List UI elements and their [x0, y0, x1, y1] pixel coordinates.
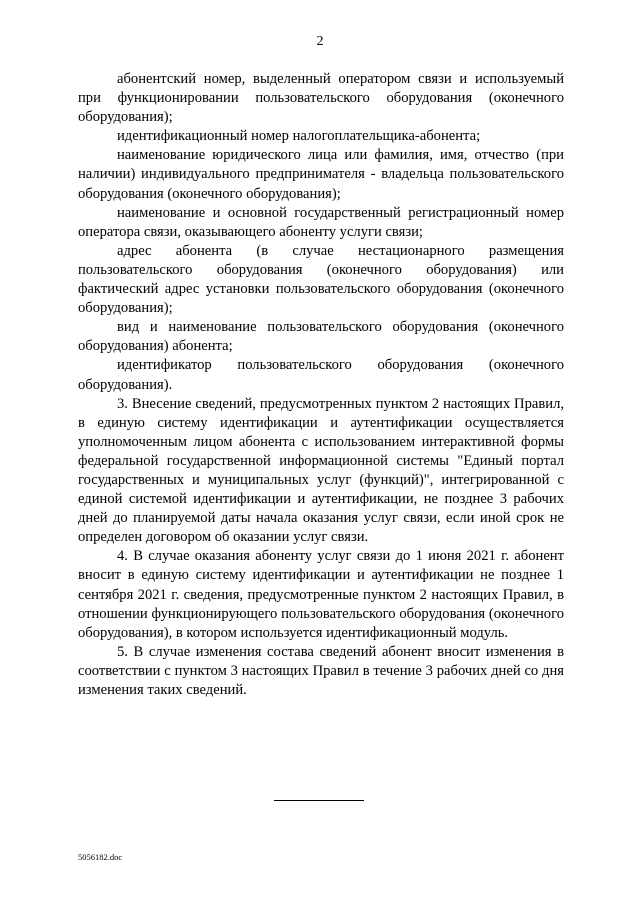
document-file-code: 5056182.doc [78, 852, 123, 862]
paragraph-item-4: 4. В случае оказания абоненту услуг связи до 1 июня 2021 г. абонент вносит в единую систему идентификации и аутентификации не позднее 1 сентября 2021 г. сведения, предусмотренные пунктом 2 настоящих Правил, в отношении функционирующего пользовательского оборудования (оконечного оборудования), в котором используется идентификационный модуль. [78, 548, 564, 641]
paragraph-legal-name: наименование юридического лица или фамилия, имя, отчество (при наличии) индивидуального предпринимателя - владельца пользовательского оборудования (оконечного оборудования); [78, 147, 564, 202]
paragraph-equipment-type: вид и наименование пользовательского оборудования (оконечного оборудования) абонента; [78, 319, 564, 355]
paragraph-equipment-id: идентификатор пользовательского оборудования (оконечного оборудования). [78, 357, 564, 393]
paragraph-subscriber-address: адрес абонента (в случае нестационарного размещения пользовательского оборудования (оконечного оборудования) или фактический адрес установки пользовательского оборудования (оконечного оборудования); [78, 242, 564, 317]
paragraph-item-3: 3. Внесение сведений, предусмотренных пунктом 2 настоящих Правил, в единую систему идентификации и аутентификации осуществляется уполномоченным лицом абонента с использованием интерактивной формы федеральной государственной информационной системы "Единый портал государственных и муниципальных услуг (функций)", интегрированной с единой системой идентификации и аутентификации, не позднее 3 рабочих дней до планируемой даты начала оказания услуг связи, если иной срок не определен договором об оказании услуг связи. [78, 395, 564, 546]
paragraph-taxpayer-id: идентификационный номер налогоплательщика-абонента; [117, 128, 481, 145]
paragraph-item-5: 5. В случае изменения состава сведений абонент вносит изменения в соответствии с пунктом 3 настоящих Правил в течение 3 рабочих дней со дня изменения таких сведений. [78, 643, 564, 698]
end-separator-line [274, 800, 364, 801]
paragraph-operator-name: наименование и основной государственный регистрационный номер оператора связи, оказывающего абоненту услуги связи; [78, 204, 564, 240]
document-body [78, 70, 564, 700]
paragraph-subscriber-number: абонентский номер, выделенный оператором связи и используемый при функционировании пользовательского оборудования (оконечного оборудования); [78, 71, 564, 126]
page-number: 2 [316, 34, 324, 49]
